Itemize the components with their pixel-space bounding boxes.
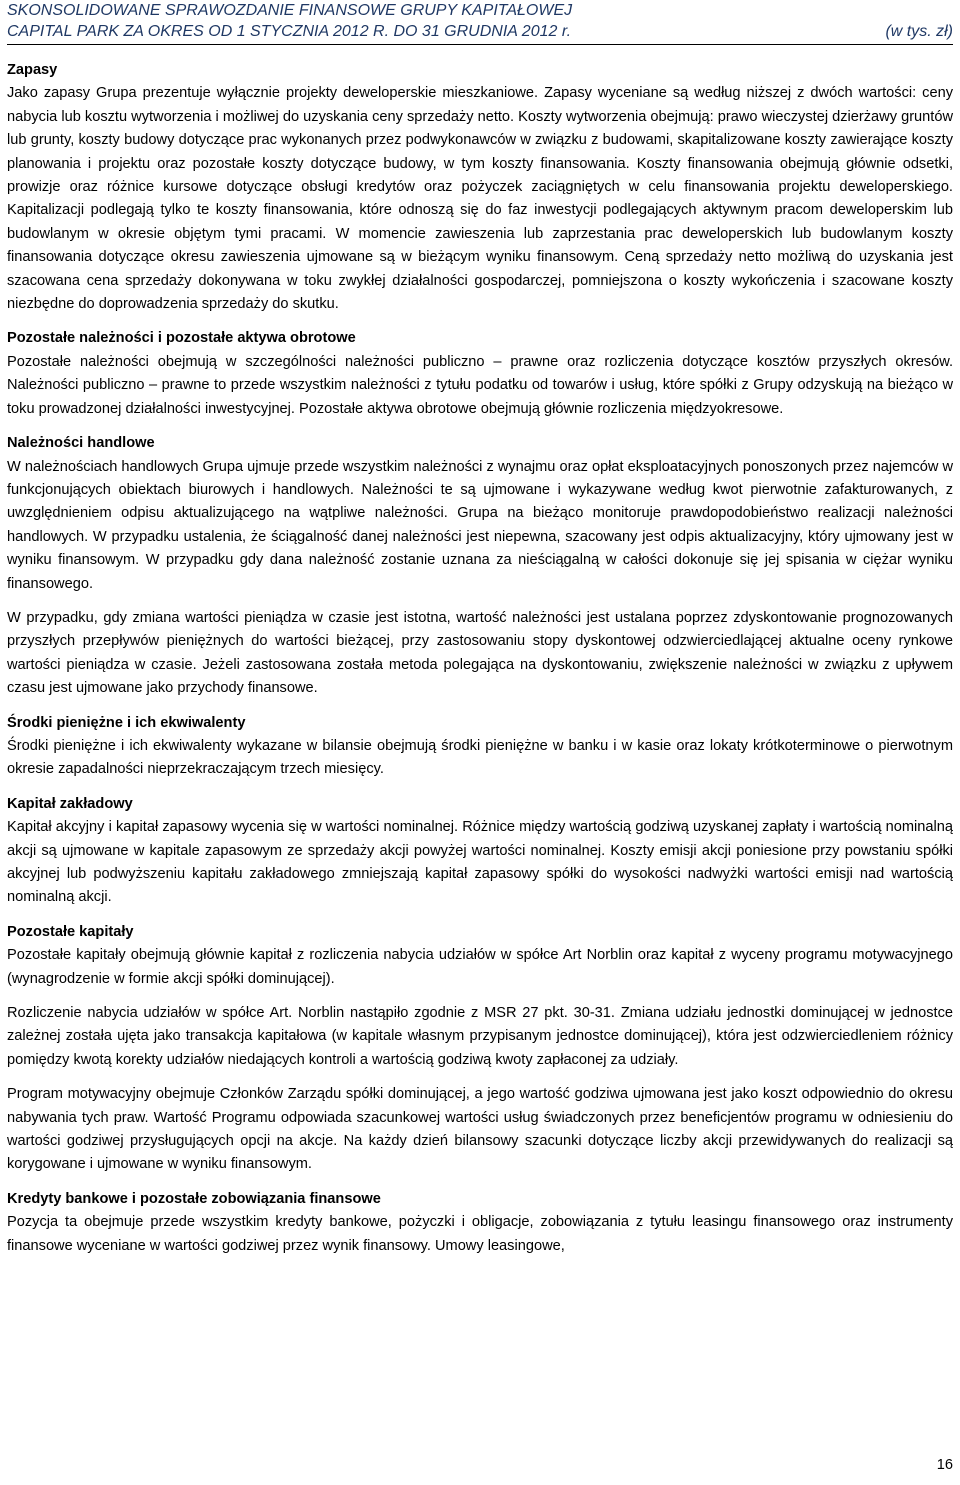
section-heading: Środki pieniężne i ich ekwiwalenty bbox=[7, 714, 246, 731]
section-heading: Kapitał zakładowy bbox=[7, 795, 133, 812]
section-kapital-zakladowy bbox=[7, 793, 953, 910]
header-currency-unit: (w tys. zł) bbox=[885, 23, 953, 40]
section-heading: Pozostałe kapitały bbox=[7, 923, 134, 940]
section-naleznosci-handlowe bbox=[7, 432, 953, 700]
section-paragraph: W należnościach handlowych Grupa ujmuje przede wszystkim należności z wynajmu oraz opłat eksploatacyjnych ponoszonych przez najemców w funkcjonujących obiektach biurowych i handlowych. Należności te są ujmowane i wykazywane według kwot pierwotnie zafakturowanych, z uwzględnieniem odpisu aktualizującego na wątpliwe należności. Grupa na bieżąco monitoruje prawdopodobieństwo realizacji należności handlowych. W przypadku ustalenia, że ściągalność danej należności jest niepewna, szacowany jest odpis aktualizacyjny, który ujmowany jest w wyniku finansowym. W przypadku gdy dana należność zostanie uznana za nieściągalną w całości dokonuje się jej spisania w ciężar wyniku finansowego. bbox=[7, 458, 953, 592]
document-body bbox=[7, 59, 953, 1258]
section-paragraph: Pozycja ta obejmuje przede wszystkim kredyty bankowe, pożyczki i obligacje, zobowiązania z tytułu leasingu finansowego oraz instrumenty finansowe wyceniane w wartości godziwej przez wynik finansowy. Umowy leasingowe, bbox=[7, 1214, 953, 1254]
section-kredyty-bankowe bbox=[7, 1188, 953, 1258]
section-paragraph: Rozliczenie nabycia udziałów w spółce Art. Norblin nastąpiło zgodnie z MSR 27 pkt. 30-31. Zmiana udziału jednostki dominującej w jednostce zależnej została ujęta jako transakcja kapitałowa (w kapitale własnym przypisanym jednostce dominującej), która jest odzwierciedleniem różnicy pomiędzy kwotą korekty udziałów niedających kontroli a wartością godziwą kwoty zapłaconej za udziały. bbox=[7, 1005, 953, 1068]
header-title-line-2: CAPITAL PARK ZA OKRES OD 1 STYCZNIA 2012 R. DO 31 GRUDNIA 2012 r. bbox=[7, 23, 572, 40]
page-header bbox=[7, 0, 953, 45]
section-srodki-pieniezne bbox=[7, 712, 953, 782]
section-heading: Zapasy bbox=[7, 62, 58, 78]
section-paragraph: Jako zapasy Grupa prezentuje wyłącznie projekty deweloperskie mieszkaniowe. Zapasy wyceniane są według niższej z dwóch wartości: ceny nabycia lub kosztu wytworzenia i możliwej do uzyskania ceny sprzedaży netto. Koszty wytworzenia obejmują: prawo wieczystej dzierżawy gruntów lub grunty, koszty budowy dotyczące prac wykonanych przez podwykonawców w związku z budowami, skapitalizowane koszty zawierające koszty planowania i projektu oraz pozostałe koszty dotyczące budowy, w tym koszty finansowania. Koszty finansowania obejmują głównie odsetki, prowizje oraz różnice kursowe dotyczące obsługi kredytów oraz pożyczek zaciągniętych w celu finansowania projektu deweloperskiego. Kapitalizacji podlegają tylko te koszty finansowania, które odnoszą się do faz inwestycji podlegających aktywnym pracom deweloperskim lub budowlanym w okresie objętym tymi pracami. W momencie zawieszenia lub zaprzestania prac deweloperskich lub budowlanym koszty finansowania dotyczące okresu zawieszenia ujmowane są w bieżącym wyniku finansowym. Ceną sprzedaży netto możliwą do uzyskania jest szacowana cena sprzedaży dokonywana w toku zwykłej działalności gospodarczej, pomniejszona o koszty wykończenia i szacowane koszty niezbędne do doprowadzenia sprzedaży do skutku. bbox=[7, 85, 953, 313]
section-pozostale-kapitaly bbox=[7, 921, 953, 1177]
header-title-line-1: SKONSOLIDOWANE SPRAWOZDANIE FINANSOWE GRUPY KAPITAŁOWEJ bbox=[7, 2, 573, 19]
section-zapasy bbox=[7, 59, 953, 316]
section-heading: Kredyty bankowe i pozostałe zobowiązania finansowe bbox=[7, 1190, 381, 1207]
section-pozostale-naleznosci bbox=[7, 327, 953, 421]
section-heading: Należności handlowe bbox=[7, 435, 155, 452]
section-paragraph: Kapitał akcyjny i kapitał zapasowy wycenia się w wartości nominalnej. Różnice między wartością godziwą uzyskanej zapłaty i wartością nominalną akcji są ujmowane w kapitale zapasowym ze sprzedaży akcji powyżej wartości nominalnej. Koszty emisji akcji poniesione przy powstaniu spółki akcyjnej lub podwyższeniu kapitału zakładowego zmniejszają kapitał zapasowy spółki do wysokości nadwyżki wartości emisji nad wartością nominalną akcji. bbox=[7, 819, 953, 906]
section-paragraph: Pozostałe kapitały obejmują głównie kapitał z rozliczenia nabycia udziałów w spółce Art Norblin oraz kapitał z wyceny programu motywacyjnego (wynagrodzenie w formie akcji spółki dominującej). bbox=[7, 947, 953, 987]
page-number: 16 bbox=[936, 1457, 953, 1473]
section-paragraph: Pozostałe należności obejmują w szczególności należności publiczno – prawne oraz rozliczenia dotyczące kosztów przyszłych okresów. Należności publiczno – prawne to przede wszystkim należności z tytułu podatku od towarów i usług, które spółki z Grupy odzyskują na bieżąco w toku prowadzonej działalności inwestycyjnej. Pozostałe aktywa obrotowe obejmują głównie rozliczenia międzyokresowe. bbox=[7, 353, 953, 417]
section-paragraph: Program motywacyjny obejmuje Członków Zarządu spółki dominującej, a jego wartość godziwa ujmowana jest jako koszt odpowiednio do okresu nabywania tych praw. Wartość Programu odpowiada szacunkowej wartości usług świadczonych przez beneficjentów programu w odniesieniu do wartości godziwej przysługujących opcji na akcje. Na każdy dzień bilansowy szacunki dotyczące liczby akcji przewidywanych do realizacji są korygowane i ujmowane w wyniku finansowym. bbox=[7, 1086, 953, 1173]
section-paragraph: Środki pieniężne i ich ekwiwalenty wykazane w bilansie obejmują środki pieniężne w banku i w kasie oraz lokaty krótkoterminowe o pierwotnym okresie zapadalności nieprzekraczającym trzech miesięcy. bbox=[7, 737, 953, 778]
section-paragraph: W przypadku, gdy zmiana wartości pieniądza w czasie jest istotna, wartość należności jest ustalana poprzez zdyskontowanie prognozowanych przyszłych przepływów pieniężnych do wartości bieżącej, przy zastosowaniu stopy dyskontowej odzwierciedlającej aktualne oceny rynkowe wartości pieniądza w czasie. Jeżeli zastosowana została metoda polegająca na dyskontowaniu, zwiększenie należności w związku z upływem czasu jest ujmowane jako przychody finansowe. bbox=[7, 609, 953, 697]
section-heading: Pozostałe należności i pozostałe aktywa obrotowe bbox=[7, 330, 356, 347]
